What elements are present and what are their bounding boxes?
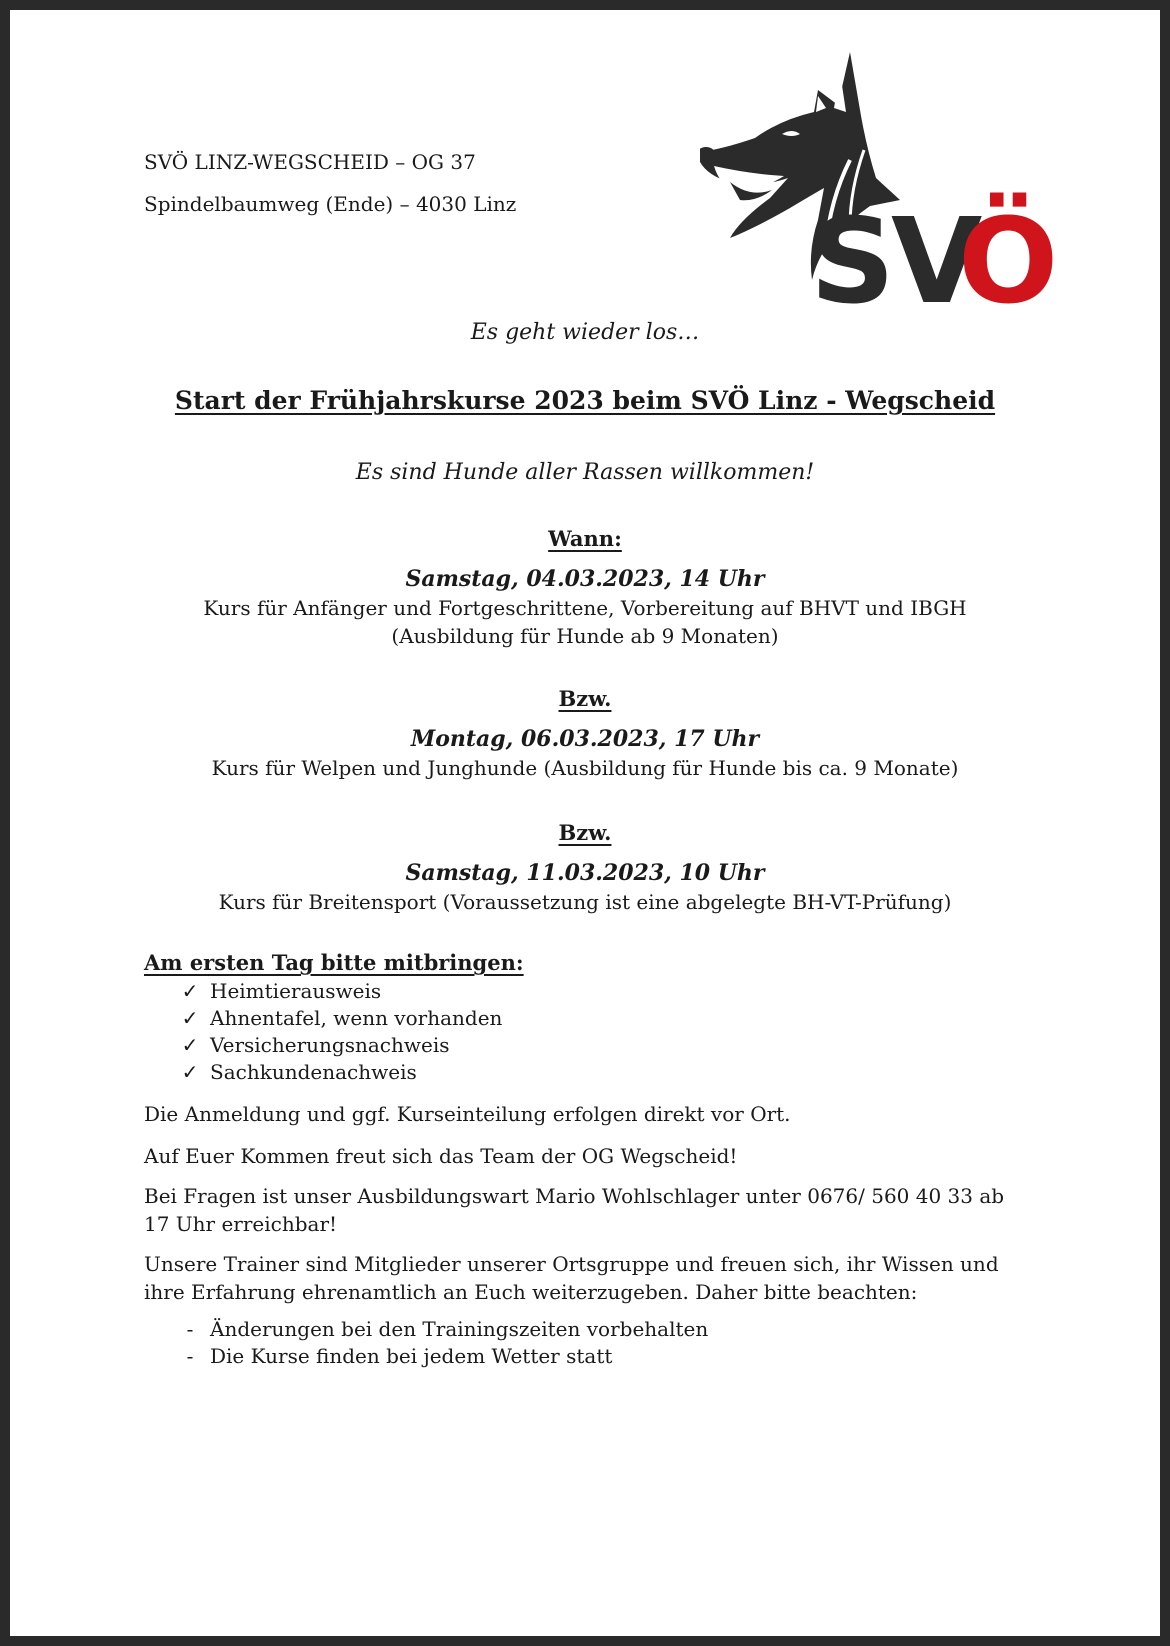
list-item: ✓ Sachkundenachweis bbox=[144, 1059, 502, 1086]
course-1-desc: Kurs für Anfänger und Fortgeschrittene, Vorbereitung auf BHVT und IBGH bbox=[203, 596, 967, 620]
flyer-page bbox=[10, 10, 1160, 1636]
check-icon: ✓ bbox=[181, 1060, 199, 1084]
trainer-text: Unsere Trainer sind Mitglieder unserer Ortsgruppe und freuen sich, ihr Wissen und ihre Erfahrung ehrenamtlich an Euch weiterzugeben. Daher bitte beachten: bbox=[144, 1252, 999, 1304]
team-text: Auf Euer Kommen freut sich das Team der OG Wegscheid! bbox=[144, 1144, 738, 1168]
dash-icon: - bbox=[186, 1317, 194, 1341]
list-item: ✓ Heimtierausweis bbox=[144, 978, 502, 1005]
course-1-note: (Ausbildung für Hunde ab 9 Monaten) bbox=[391, 624, 779, 648]
course-2-desc: Kurs für Welpen und Junghunde (Ausbildung für Hunde bis ca. 9 Monate) bbox=[211, 756, 959, 780]
bring-heading: Am ersten Tag bitte mitbringen: bbox=[144, 950, 524, 975]
dash-icon: - bbox=[186, 1344, 194, 1368]
bring-list bbox=[144, 978, 502, 1086]
separator-2: Bzw. bbox=[558, 820, 612, 845]
list-item: ✓ Ahnentafel, wenn vorhanden bbox=[144, 1005, 502, 1032]
page-title: Start der Frühjahrskurse 2023 beim SVÖ Linz - Wegscheid bbox=[174, 386, 996, 415]
course-2-date: Montag, 06.03.2023, 17 Uhr bbox=[410, 726, 760, 752]
notes-list bbox=[144, 1316, 708, 1370]
list-item: ✓ Versicherungsnachweis bbox=[144, 1032, 502, 1059]
check-icon: ✓ bbox=[181, 979, 199, 1003]
contact-text: Bei Fragen ist unser Ausbildungswart Mario Wohlschlager unter 0676/ 560 40 33 ab 17 Uhr erreichbar! bbox=[144, 1184, 1005, 1236]
list-item: - Änderungen bei den Trainingszeiten vorbehalten bbox=[144, 1316, 708, 1343]
list-item: - Die Kurse finden bei jedem Wetter statt bbox=[144, 1343, 708, 1370]
intro-text: Es geht wieder los… bbox=[470, 320, 700, 345]
when-heading: Wann: bbox=[548, 526, 622, 551]
address-line: Spindelbaumweg (Ende) – 4030 Linz bbox=[144, 192, 517, 216]
course-1-date: Samstag, 04.03.2023, 14 Uhr bbox=[405, 566, 765, 592]
logo-letter-red: Ö bbox=[958, 192, 1059, 330]
welcome-text: Es sind Hunde aller Rassen willkommen! bbox=[355, 460, 815, 485]
svoe-logo bbox=[700, 50, 1100, 330]
org-line: SVÖ LINZ-WEGSCHEID – OG 37 bbox=[144, 150, 476, 174]
course-3-date: Samstag, 11.03.2023, 10 Uhr bbox=[405, 860, 765, 886]
course-3-desc: Kurs für Breitensport (Voraussetzung ist eine abgelegte BH-VT-Prüfung) bbox=[218, 890, 952, 914]
logo-letters-dark: SV bbox=[810, 192, 979, 330]
check-icon: ✓ bbox=[181, 1006, 199, 1030]
german-shepherd-head-icon bbox=[700, 50, 1100, 330]
check-icon: ✓ bbox=[181, 1033, 199, 1057]
registration-text: Die Anmeldung und ggf. Kurseinteilung erfolgen direkt vor Ort. bbox=[144, 1102, 791, 1126]
separator-1: Bzw. bbox=[558, 686, 612, 711]
